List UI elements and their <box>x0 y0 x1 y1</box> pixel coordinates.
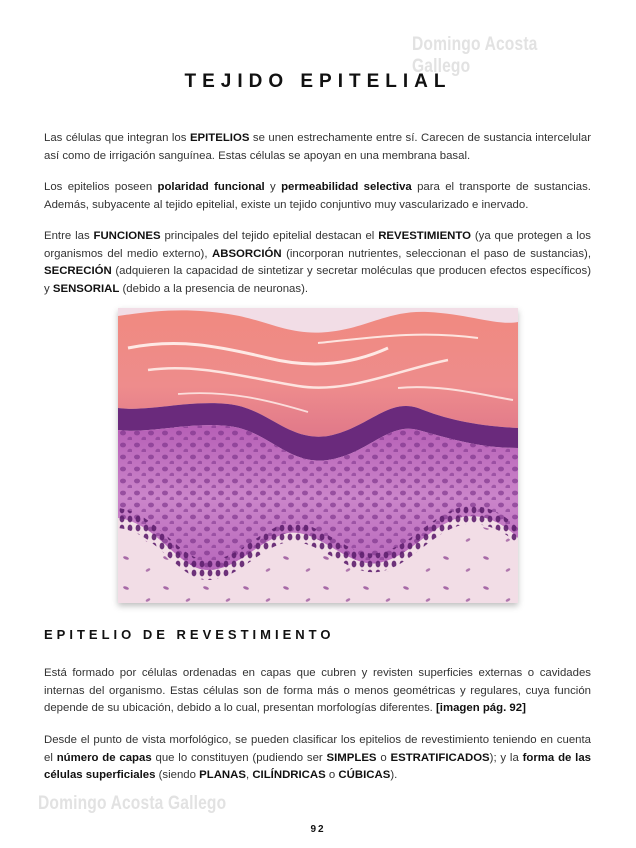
paragraph-polaridad: Los epitelios poseen polaridad funcional y permeabilidad selectiva para el transporte de sustancias. Además, subyacente al tejido epitelial, existe un tejido conjuntivo muy vascularizado e inervado. <box>44 181 591 211</box>
watermark-top: Domingo Acosta Gallego <box>412 34 538 77</box>
paragraph-epitelios: Las células que integran los EPITELIOS se unen estrechamente entre sí. Carecen de sustancia intercelular así como de irrigación sanguínea. Estas células se apoyan en una membrana basal. <box>44 132 591 162</box>
section-title: EPITELIO DE REVESTIMIENTO <box>44 627 335 642</box>
page-title: TEJIDO EPITELIAL <box>184 71 452 92</box>
page-number: 92 <box>310 824 326 835</box>
epithelium-micrograph <box>118 308 518 603</box>
paragraph-funciones: Entre las FUNCIONES principales del tejido epitelial destacan el REVESTIMIENTO (ya que protegen a los organismos del medio externo), ABSORCIÓN (incorporan nutrientes, seleccionan el paso de sustancias), SECRECIÓN (adquieren la capacidad de sintetizar y secretar moléculas que producen efectos específicos) y SENSORIAL (debido a la presencia de neuronas). <box>44 230 591 295</box>
paragraph-revestimiento: Está formado por células ordenadas en capas que cubren y revisten superficies externas o cavidades internas del organismo. Estas células son de forma más o menos geométricas y regulares, cuya función depende de su ubicación, debido a lo cual, presentan morfologías diferentes. [imagen pág. 92] <box>44 667 591 714</box>
watermark-bottom: Domingo Acosta Gallego <box>38 793 227 814</box>
paragraph-clasificacion: Desde el punto de vista morfológico, se pueden clasificar los epitelios de revestimiento teniendo en cuenta el número de capas que lo constituyen (pudiendo ser SIMPLES o ESTRATIFICADOS); y la forma de las células superficiales (siendo PLANAS, CILÍNDRICAS o CÚBICAS). <box>44 734 592 781</box>
